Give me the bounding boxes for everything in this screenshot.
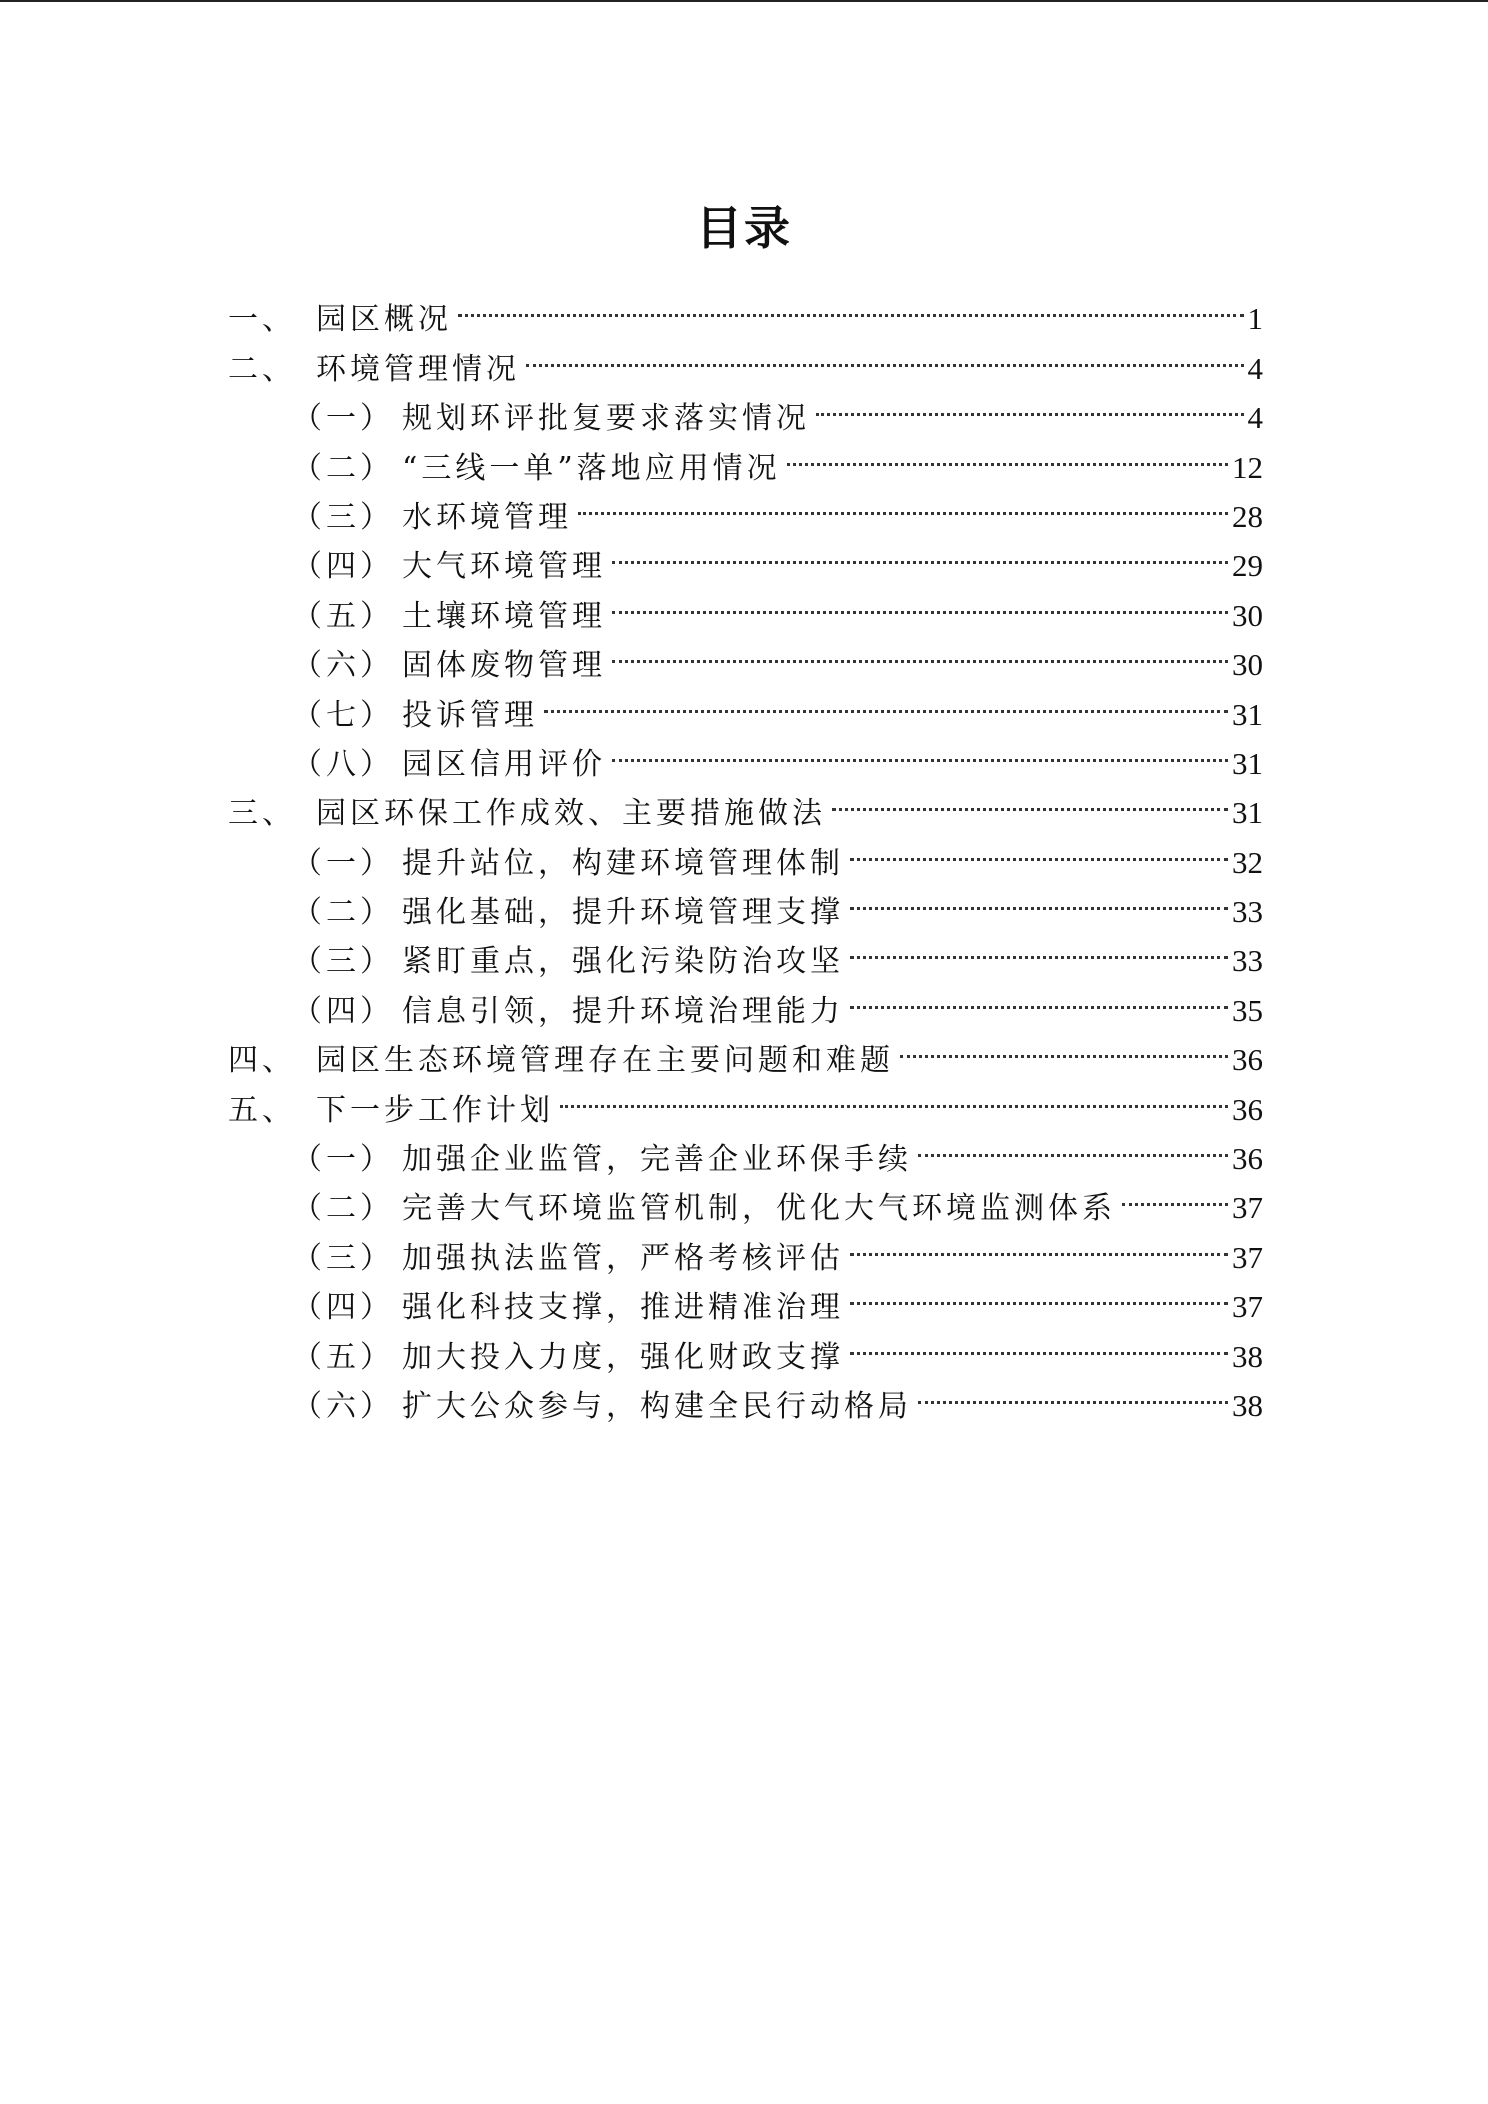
toc-entry-title: “三线一单”落地应用情况 [402,450,781,486]
toc-page-number: 1 [1247,301,1263,337]
toc-entry-title: 规划环评批复要求落实情况 [402,401,810,437]
toc-entry-title: 大气环境管理 [402,549,606,585]
toc-dot-leader [918,1367,1228,1416]
toc-entry[interactable] [228,280,1263,338]
toc-entry-title: 完善大气环境监管机制，优化大气环境监测体系 [402,1191,1116,1227]
toc-page-number: 38 [1232,1387,1263,1423]
toc-entry-title: 固体废物管理 [402,648,606,684]
toc-page-number: 28 [1232,498,1263,534]
toc-dot-leader [850,922,1228,971]
page-top-border [0,0,1488,2]
toc-entry-number: （二） [292,1191,394,1227]
toc-entry-number: （四） [292,549,394,585]
toc-entry-number: （三） [292,499,394,535]
toc-title: 目录 [696,201,792,255]
toc-page-number: 31 [1232,745,1263,781]
toc-entry-number: （六） [292,1388,394,1424]
toc-entry-number: 三、 [228,796,296,832]
toc-dot-leader [578,478,1228,527]
toc-entry-title: 强化科技支撑，推进精准治理 [402,1290,844,1326]
toc-page-number: 30 [1232,647,1263,683]
toc-entry-number: （四） [292,1290,394,1326]
toc-entry-title: 信息引领，提升环境治理能力 [402,993,844,1029]
toc-entry-number: 二、 [228,351,296,387]
toc-page-number: 31 [1232,795,1263,831]
toc-entry-title: 园区环保工作成效、主要措施做法 [316,796,826,832]
toc-page-number: 4 [1247,400,1263,436]
toc-page-number: 33 [1232,894,1263,930]
toc-entry-title: 园区信用评价 [402,746,606,782]
toc-entry-number: 五、 [228,1092,296,1128]
toc-entry-title: 园区生态环境管理存在主要问题和难题 [316,1043,894,1079]
toc-page-number: 36 [1232,1091,1263,1127]
toc-dot-leader [612,626,1228,675]
toc-dot-leader [832,774,1228,823]
toc-entry-number: （五） [292,1339,394,1375]
toc-entry-number: （六） [292,648,394,684]
toc-page-number: 37 [1232,1289,1263,1325]
toc-entry-title: 扩大公众参与，构建全民行动格局 [402,1388,912,1424]
toc-dot-leader [787,428,1228,477]
toc-entry-title: 下一步工作计划 [316,1092,554,1128]
toc-page-number: 37 [1232,1190,1263,1226]
toc-entry-number: （五） [292,598,394,634]
toc-entry-number: （七） [292,697,394,733]
toc-entry-number: （八） [292,746,394,782]
toc-entry-title: 加强企业监管，完善企业环保手续 [402,1142,912,1178]
toc-dot-leader [918,1120,1228,1169]
toc-entry-number: （四） [292,993,394,1029]
toc-dot-leader [850,873,1228,922]
toc-dot-leader [850,1268,1228,1317]
toc-dot-leader [560,1070,1228,1119]
toc-entry-title: 投诉管理 [402,697,538,733]
toc-entry-number: （二） [292,450,394,486]
toc-dot-leader [850,1218,1228,1267]
toc-page-number: 37 [1232,1239,1263,1275]
toc-dot-leader [612,527,1228,576]
toc-entry-title: 水环境管理 [402,499,572,535]
toc-dot-leader [850,971,1228,1020]
toc-page-number: 4 [1247,350,1263,386]
toc-entry-title: 强化基础，提升环境管理支撑 [402,895,844,931]
toc-page-number: 33 [1232,943,1263,979]
toc-entry-number: （三） [292,944,394,980]
toc-entry-number: 一、 [228,302,296,338]
toc-page-number: 29 [1232,548,1263,584]
toc-dot-leader [1122,1169,1228,1218]
toc-entry-title: 加大投入力度，强化财政支撑 [402,1339,844,1375]
toc-entry-title: 紧盯重点，强化污染防治攻坚 [402,944,844,980]
toc-entry-title: 环境管理情况 [316,351,520,387]
toc-page-number: 31 [1232,696,1263,732]
toc-dot-leader [816,379,1244,428]
table-of-contents [228,280,1263,1424]
toc-entry-title: 提升站位，构建环境管理体制 [402,845,844,881]
toc-page-number: 36 [1232,1141,1263,1177]
toc-dot-leader [850,823,1228,872]
toc-dot-leader [612,576,1228,625]
toc-page-number: 38 [1232,1338,1263,1374]
toc-entry-number: （二） [292,895,394,931]
toc-page-number: 30 [1232,597,1263,633]
toc-entry-number: （一） [292,401,394,437]
toc-dot-leader [612,725,1228,774]
toc-entry-number: （一） [292,1142,394,1178]
toc-entry-number: 四、 [228,1043,296,1079]
toc-entry-title: 加强执法监管，严格考核评估 [402,1240,844,1276]
toc-entry-title: 园区概况 [316,302,452,338]
toc-entry-title: 土壤环境管理 [402,598,606,634]
toc-dot-leader [526,329,1244,378]
toc-dot-leader [850,1317,1228,1366]
toc-entry-number: （三） [292,1240,394,1276]
toc-dot-leader [458,280,1244,329]
toc-entry-number: （一） [292,845,394,881]
toc-page-number: 35 [1232,992,1263,1028]
toc-page-number: 12 [1232,449,1263,485]
toc-page-number: 36 [1232,1042,1263,1078]
toc-page-number: 32 [1232,844,1263,880]
toc-dot-leader [900,1021,1228,1070]
toc-dot-leader [544,675,1228,724]
